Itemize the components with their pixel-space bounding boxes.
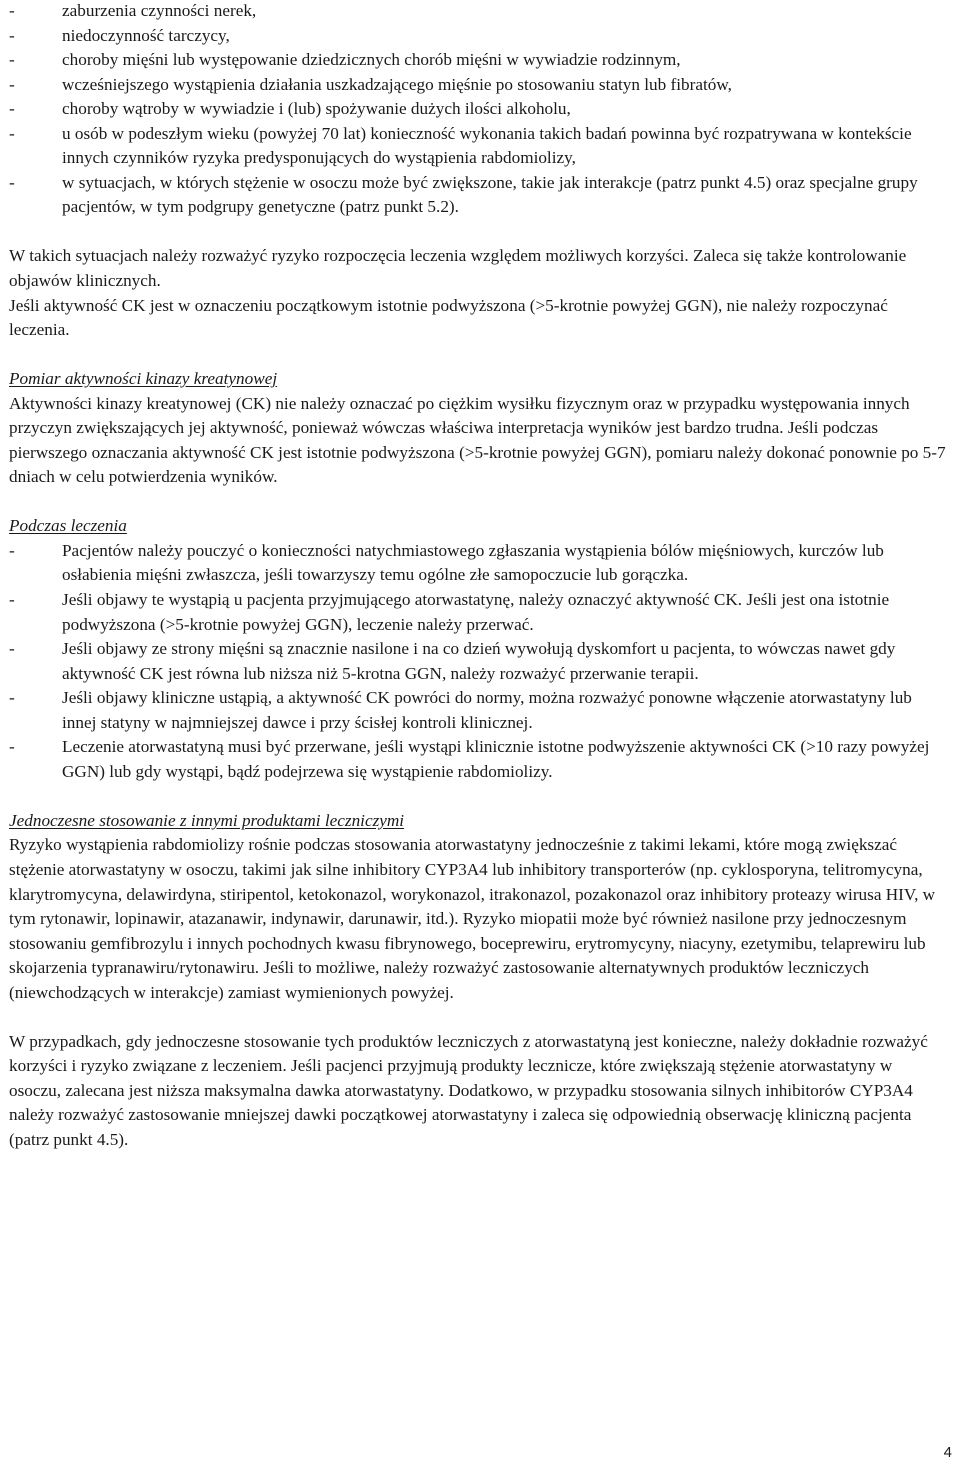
list-item-text: u osób w podeszłym wieku (powyżej 70 lat) konieczność wykonania takich badań powinna być rozpatrywana w kontekście innych czynników ryzyka predysponujących do wystąpienia rabdomiolizy, [62, 123, 912, 168]
spacer [9, 220, 947, 245]
list-item [9, 686, 947, 735]
list-item [9, 97, 947, 122]
spacer [9, 1005, 947, 1030]
list-item [9, 171, 947, 220]
list-item-text: choroby mięśni lub występowanie dziedzicznych chorób mięśni w wywiadzie rodzinnym, [62, 50, 681, 70]
list-item [9, 637, 947, 686]
risk-paragraph: W takich sytuacjach należy rozważyć ryzyko rozpoczęcia leczenia względem możliwych korzyści. Zaleca się także kontrolowanie objawów klinicznych. [9, 246, 907, 290]
list-item-text: choroby wątroby w wywiadzie i (lub) spożywanie dużych ilości alkoholu, [62, 99, 571, 119]
bullet-dash: - [9, 123, 15, 143]
bullet-dash: - [9, 1, 15, 20]
list-item [9, 48, 947, 73]
spacer [9, 784, 947, 809]
section-heading-treatment: Podczas leczenia [9, 516, 127, 536]
bullet-dash: - [9, 172, 15, 192]
list-item-text: wcześniejszego wystąpienia działania uszkadzającego mięśnie po stosowaniu statyn lub fibratów, [62, 74, 732, 94]
list-item-text: zaburzenia czynności nerek, [62, 1, 257, 20]
section-heading-measurement: Pomiar aktywności kinazy kreatynowej [9, 369, 278, 389]
document-page [9, 0, 947, 1152]
list-item [9, 73, 947, 98]
risk-factor-list [9, 0, 947, 220]
list-item-text: niedoczynność tarczycy, [62, 25, 230, 45]
bullet-dash: - [9, 639, 15, 659]
list-item [9, 122, 947, 171]
treatment-list [9, 539, 947, 784]
list-item-text: Jeśli objawy kliniczne ustąpią, a aktywność CK powróci do normy, można rozważyć ponowne włączenie atorwastatyny lub innej statyny w najmniejszej dawce i przy ścisłej kontroli klinicznej. [62, 688, 912, 732]
bullet-dash: - [9, 589, 15, 609]
measurement-paragraph: Aktywności kinazy kreatynowej (CK) nie należy oznaczać po ciężkim wysiłku fizycznym oraz w przypadku występowania innych przyczyn zwiększających jej aktywność, ponieważ wówczas właściwa interpretacja wyników jest bardzo trudna. Jeśli podczas pierwszego oznaczania aktywność CK jest istotnie podwyższona (>5-krotnie powyżej GGN), pomiaru należy dokonać ponownie po 5-7 dniach w celu potwierdzenia wyników. [9, 393, 946, 487]
spacer [9, 343, 947, 368]
ck-paragraph: Jeśli aktywność CK jest w oznaczeniu początkowym istotnie podwyższona (>5-krotnie powyżej GGN), nie należy rozpoczynać leczenia. [9, 295, 888, 340]
list-item [9, 539, 947, 588]
list-item-text: Jeśli objawy te wystąpią u pacjenta przyjmującego atorwastatynę, należy oznaczyć aktywność CK. Jeśli jest ona istotnie podwyższona (>5-krotnie powyżej GGN), leczenie należy przerwać. [62, 589, 890, 634]
list-item [9, 735, 947, 784]
list-item-text: Jeśli objawy ze strony mięśni są znacznie nasilone i na co dzień wywołują dyskomfort u pacjenta, to wówczas nawet gdy aktywność CK jest równa lub niższa niż 5-krotna GGN, należy rozważyć przerwanie terapii. [62, 639, 896, 683]
list-item-text: w sytuacjach, w których stężenie w osoczu może być zwiększone, takie jak interakcje (patrz punkt 4.5) oraz specjalne grupy pacjentów, w tym podgrupy genetyczne (patrz punkt 5.2). [62, 172, 918, 217]
list-item [9, 0, 947, 24]
bullet-dash: - [9, 25, 15, 45]
bullet-dash: - [9, 50, 15, 70]
list-item-text: Leczenie atorwastatyną musi być przerwane, jeśli wystąpi klinicznie istotne podwyższenie aktywności CK (>10 razy powyżej GGN) lub gdy wystąpi, bądź podejrzewa się wystąpienie rabdomiolizy. [62, 737, 930, 781]
interactions-paragraph-2: W przypadkach, gdy jednoczesne stosowanie tych produktów leczniczych z atorwastatyną jest konieczne, należy dokładnie rozważyć korzyści i ryzyko związane z leczeniem. Jeśli pacjenci przyjmują produkty lecznicze, które zwiększają stężenie atorwastatyny w osoczu, zalecana jest niższa maksymalna dawka atorwastatyny. Dodatkowo, w przypadku stosowania silnych inhibitorów CYP3A4 należy rozważyć zastosowanie mniejszej dawki początkowej atorwastatyny i zaleca się odpowiednią obserwację kliniczną pacjenta (patrz punkt 4.5). [9, 1031, 928, 1149]
spacer [9, 490, 947, 515]
list-item [9, 24, 947, 49]
bullet-dash: - [9, 74, 15, 94]
bullet-dash: - [9, 737, 15, 757]
list-item-text: Pacjentów należy pouczyć o konieczności natychmiastowego zgłaszania wystąpienia bólów mięśniowych, kurczów lub osłabienia mięśni zwłaszcza, jeśli towarzyszy temu ogólne złe samopoczucie lub gorączka. [62, 540, 884, 585]
page-number: 4 [943, 1444, 952, 1461]
bullet-dash: - [9, 688, 15, 708]
bullet-dash: - [9, 99, 15, 119]
interactions-paragraph-1: Ryzyko wystąpienia rabdomiolizy rośnie podczas stosowania atorwastatyny jednocześnie z takimi lekami, które mogą zwiększać stężenie atorwastatyny w osoczu, takimi jak silne inhibitory CYP3A4 lub inhibitory transporterów (np. cyklosporyna, telitromycyna, klarytromycyna, delawirdyna, stiripentol, ketokonazol, worykonazol, itrakonazol, pozakonazol oraz inhibitory proteazy wirusa HIV, w tym rytonawir, lopinawir, atazanawir, indynawir, darunawir, itd.). Ryzyko miopatii może być również nasilone przy jednoczesnym stosowaniu gemfibrozylu i innych pochodnych kwasu fibrynowego, boceprewiru, erytromycyny, niacyny, ezetymibu, telaprewiru lub skojarzenia typranawiru/rytonawiru. Jeśli to możliwe, należy rozważyć zastosowanie alternatywnych produktów leczniczych (niewchodzących w interakcje) zamiast wymienionych powyżej. [9, 835, 936, 1002]
section-heading-interactions: Jednoczesne stosowanie z innymi produktami leczniczymi [9, 810, 405, 830]
bullet-dash: - [9, 540, 15, 560]
list-item [9, 588, 947, 637]
